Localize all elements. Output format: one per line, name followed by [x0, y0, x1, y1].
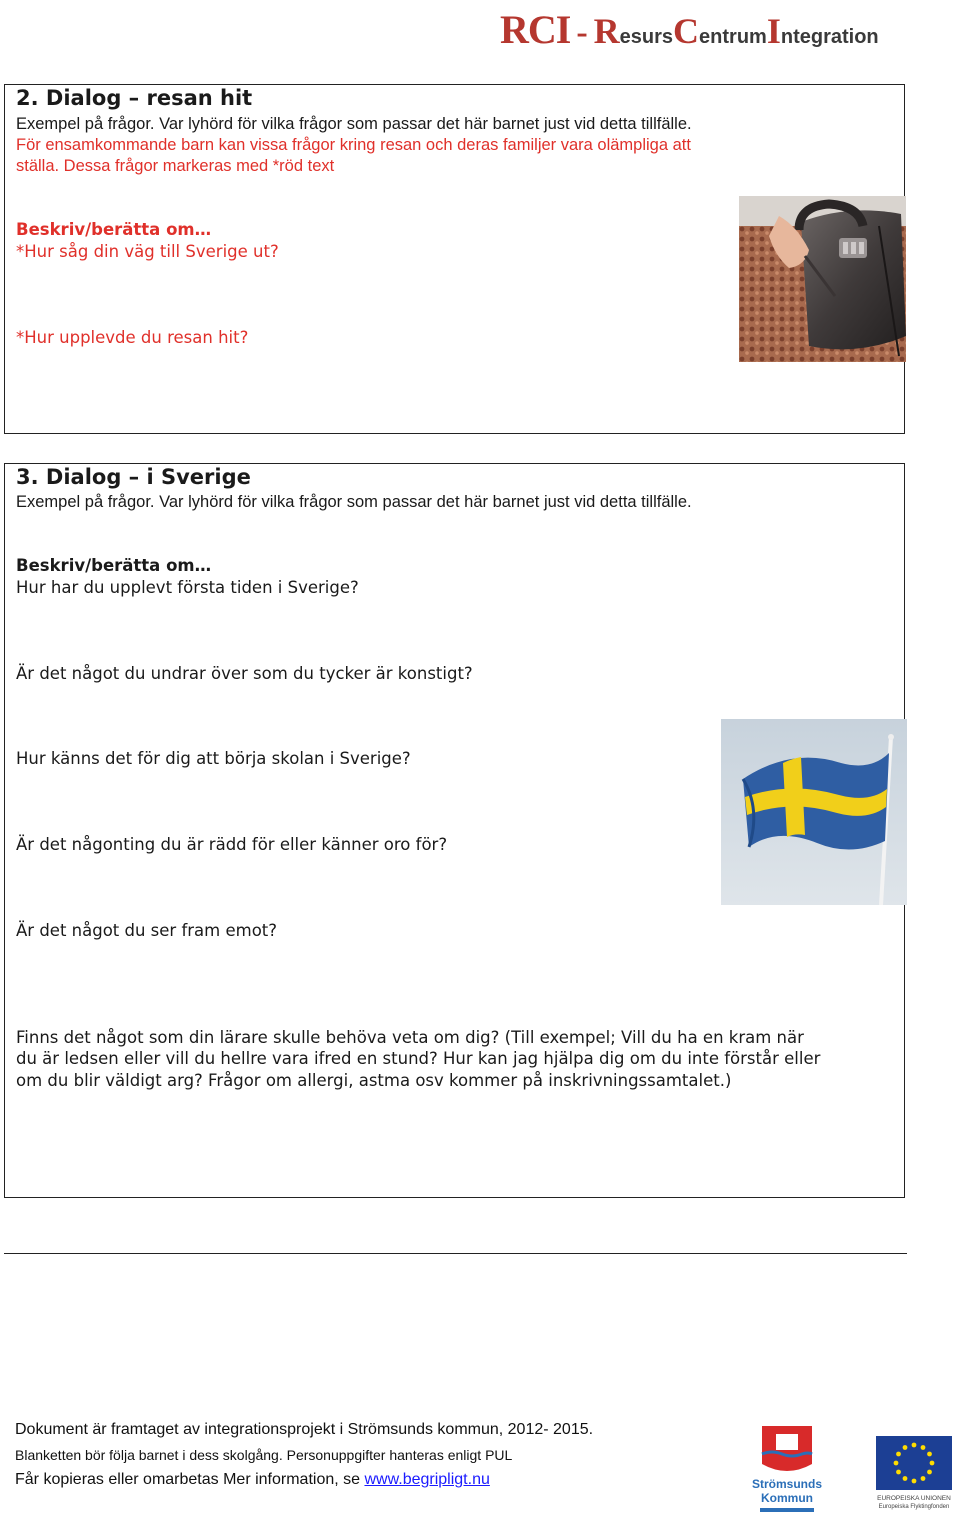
footer-line-1: Dokument är framtaget av integrationsprojekt i Strömsunds kommun, 2012- 2015. — [15, 1421, 594, 1438]
section-3-final-line-1: Finns det något som din lärare skulle behöva veta om dig? (Till exempel; Vill du ha en kram när — [16, 1028, 804, 1047]
section-2-lead: Exempel på frågor. Var lyhörd för vilka frågor som passar det här barnet just vid detta tillfälle. — [16, 115, 692, 133]
suitcase-photo — [739, 196, 906, 362]
section-3-question-1: Hur har du upplevt första tiden i Sverige? — [16, 578, 359, 597]
section-2-note-line-1: För ensamkommande barn kan vissa frågor kring resan och deras familjer vara olämpliga att — [16, 136, 691, 154]
section-3-question-2: Är det något du undrar över som du tycker är konstigt? — [16, 664, 473, 683]
section-2-question-1: *Hur såg din väg till Sverige ut? — [16, 242, 279, 261]
section-3-question-4: Är det någonting du är rädd för eller känner oro för? — [16, 835, 448, 854]
section-2-question-2: *Hur upplevde du resan hit? — [16, 328, 249, 347]
section-3-final-line-3: om du blir väldigt arg? Frågor om allergi, astma osv kommer på inskrivningssamtalet.) — [16, 1071, 732, 1090]
section-3-question-3: Hur känns det för dig att börja skolan i Sverige? — [16, 749, 411, 768]
section-3-lead: Exempel på frågor. Var lyhörd för vilka frågor som passar det här barnet just vid detta tillfälle. — [16, 493, 692, 511]
eu-flag-logo — [872, 1434, 956, 1510]
section-3-question-5: Är det något du ser fram emot? — [16, 921, 278, 940]
kommun-logo-word: Kommun — [761, 1491, 813, 1505]
section-2-note-line-2: ställa. Dessa frågor markeras med *röd text — [16, 157, 335, 175]
section-3-heading: 3. Dialog – i Sverige — [16, 465, 251, 489]
eu-logo-line-2: Europeiska Flyktingfonden — [878, 1504, 950, 1510]
swedish-flag-photo — [721, 719, 907, 905]
footer-divider — [4, 1253, 907, 1254]
section-3-box — [4, 463, 905, 1198]
section-2-box — [4, 84, 905, 434]
eu-logo-line-1: EUROPEISKA UNIONEN — [877, 1495, 951, 1502]
begripligt-link[interactable]: www.begripligt.nu — [364, 1471, 490, 1488]
kommun-logo-name: Strömsunds — [751, 1477, 823, 1491]
footer-line-3-text: Får kopieras eller omarbetas Mer information, se — [15, 1471, 365, 1488]
footer-line-2: Blanketten bör följa barnet i dess skolgång. Personuppgifter hanteras enligt PUL — [15, 1447, 513, 1463]
footer-line-3 — [15, 1471, 490, 1489]
rci-logo: RCI - ResursCentrumIntegration — [500, 7, 879, 52]
section-2-heading: 2. Dialog – resan hit — [16, 86, 253, 110]
stromsund-kommun-logo — [746, 1424, 828, 1516]
section-3-prompt: Beskriv/berätta om… — [16, 556, 212, 575]
section-3-final-line-2: du är ledsen eller vill du hellre vara ifred en stund? Hur kan jag hjälpa dig om du inte förstår eller — [16, 1049, 821, 1068]
section-2-prompt: Beskriv/berätta om… — [16, 220, 212, 239]
